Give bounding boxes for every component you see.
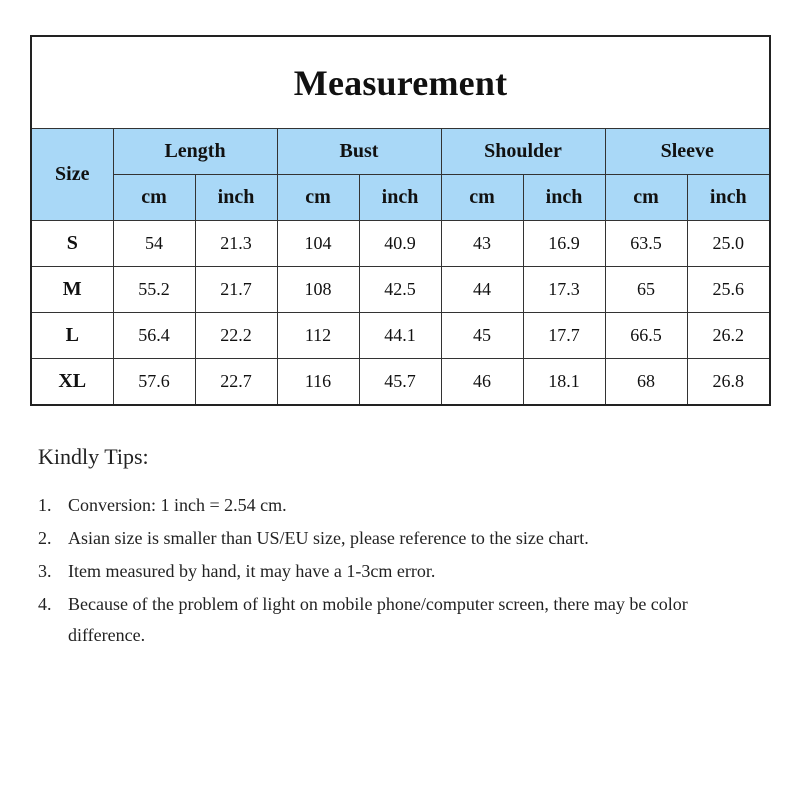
size-chart-table [30, 35, 771, 406]
table-cell: 17.3 [523, 267, 605, 313]
table-cell: 44.1 [359, 313, 441, 359]
table-cell: 22.7 [195, 359, 277, 406]
column-header-sleeve: Sleeve [605, 129, 770, 175]
unit-header: cm [605, 175, 687, 221]
column-header-length: Length [113, 129, 277, 175]
table-cell: 21.3 [195, 221, 277, 267]
unit-header: cm [277, 175, 359, 221]
tip-number: 3. [38, 561, 52, 581]
tip-text: Asian size is smaller than US/EU size, please reference to the size chart. [68, 528, 589, 548]
tip-item [38, 589, 758, 651]
tip-number: 1. [38, 495, 52, 515]
row-size-label: M [31, 267, 113, 313]
table-cell: 45 [441, 313, 523, 359]
row-size-label: L [31, 313, 113, 359]
tip-number: 2. [38, 528, 52, 548]
table-cell: 17.7 [523, 313, 605, 359]
unit-header: inch [523, 175, 605, 221]
tip-item [38, 523, 758, 554]
tips-list [38, 490, 758, 651]
size-column-header: Size [31, 129, 113, 221]
table-cell: 55.2 [113, 267, 195, 313]
table-cell: 68 [605, 359, 687, 406]
table-cell: 54 [113, 221, 195, 267]
table-cell: 104 [277, 221, 359, 267]
unit-header: inch [359, 175, 441, 221]
table-row [31, 313, 770, 359]
kindly-tips-section [38, 444, 758, 653]
row-size-label: S [31, 221, 113, 267]
table-cell: 18.1 [523, 359, 605, 406]
table-cell: 63.5 [605, 221, 687, 267]
table-cell: 40.9 [359, 221, 441, 267]
unit-header: inch [687, 175, 770, 221]
table-cell: 16.9 [523, 221, 605, 267]
table-cell: 26.8 [687, 359, 770, 406]
unit-header: cm [441, 175, 523, 221]
tip-number: 4. [38, 594, 52, 614]
table-cell: 45.7 [359, 359, 441, 406]
column-header-shoulder: Shoulder [441, 129, 605, 175]
unit-header: cm [113, 175, 195, 221]
table-cell: 44 [441, 267, 523, 313]
table-cell: 56.4 [113, 313, 195, 359]
table-cell: 65 [605, 267, 687, 313]
table-cell: 42.5 [359, 267, 441, 313]
table-cell: 116 [277, 359, 359, 406]
tip-item [38, 490, 758, 521]
unit-header: inch [195, 175, 277, 221]
table-cell: 21.7 [195, 267, 277, 313]
table-title: Measurement [31, 36, 770, 129]
tip-text: Conversion: 1 inch = 2.54 cm. [68, 495, 287, 515]
table-cell: 112 [277, 313, 359, 359]
row-size-label: XL [31, 359, 113, 406]
tip-text: Item measured by hand, it may have a 1-3cm error. [68, 561, 436, 581]
table-cell: 108 [277, 267, 359, 313]
table-cell: 25.6 [687, 267, 770, 313]
table-cell: 57.6 [113, 359, 195, 406]
table-row [31, 267, 770, 313]
table-row [31, 359, 770, 406]
table-cell: 46 [441, 359, 523, 406]
table-cell: 66.5 [605, 313, 687, 359]
column-header-bust: Bust [277, 129, 441, 175]
table-cell: 26.2 [687, 313, 770, 359]
table-row [31, 221, 770, 267]
table-cell: 22.2 [195, 313, 277, 359]
table-cell: 43 [441, 221, 523, 267]
table-cell: 25.0 [687, 221, 770, 267]
tips-title: Kindly Tips: [38, 444, 149, 469]
tip-item [38, 556, 758, 587]
tip-text: Because of the problem of light on mobile phone/computer screen, there may be color difference. [68, 594, 688, 645]
